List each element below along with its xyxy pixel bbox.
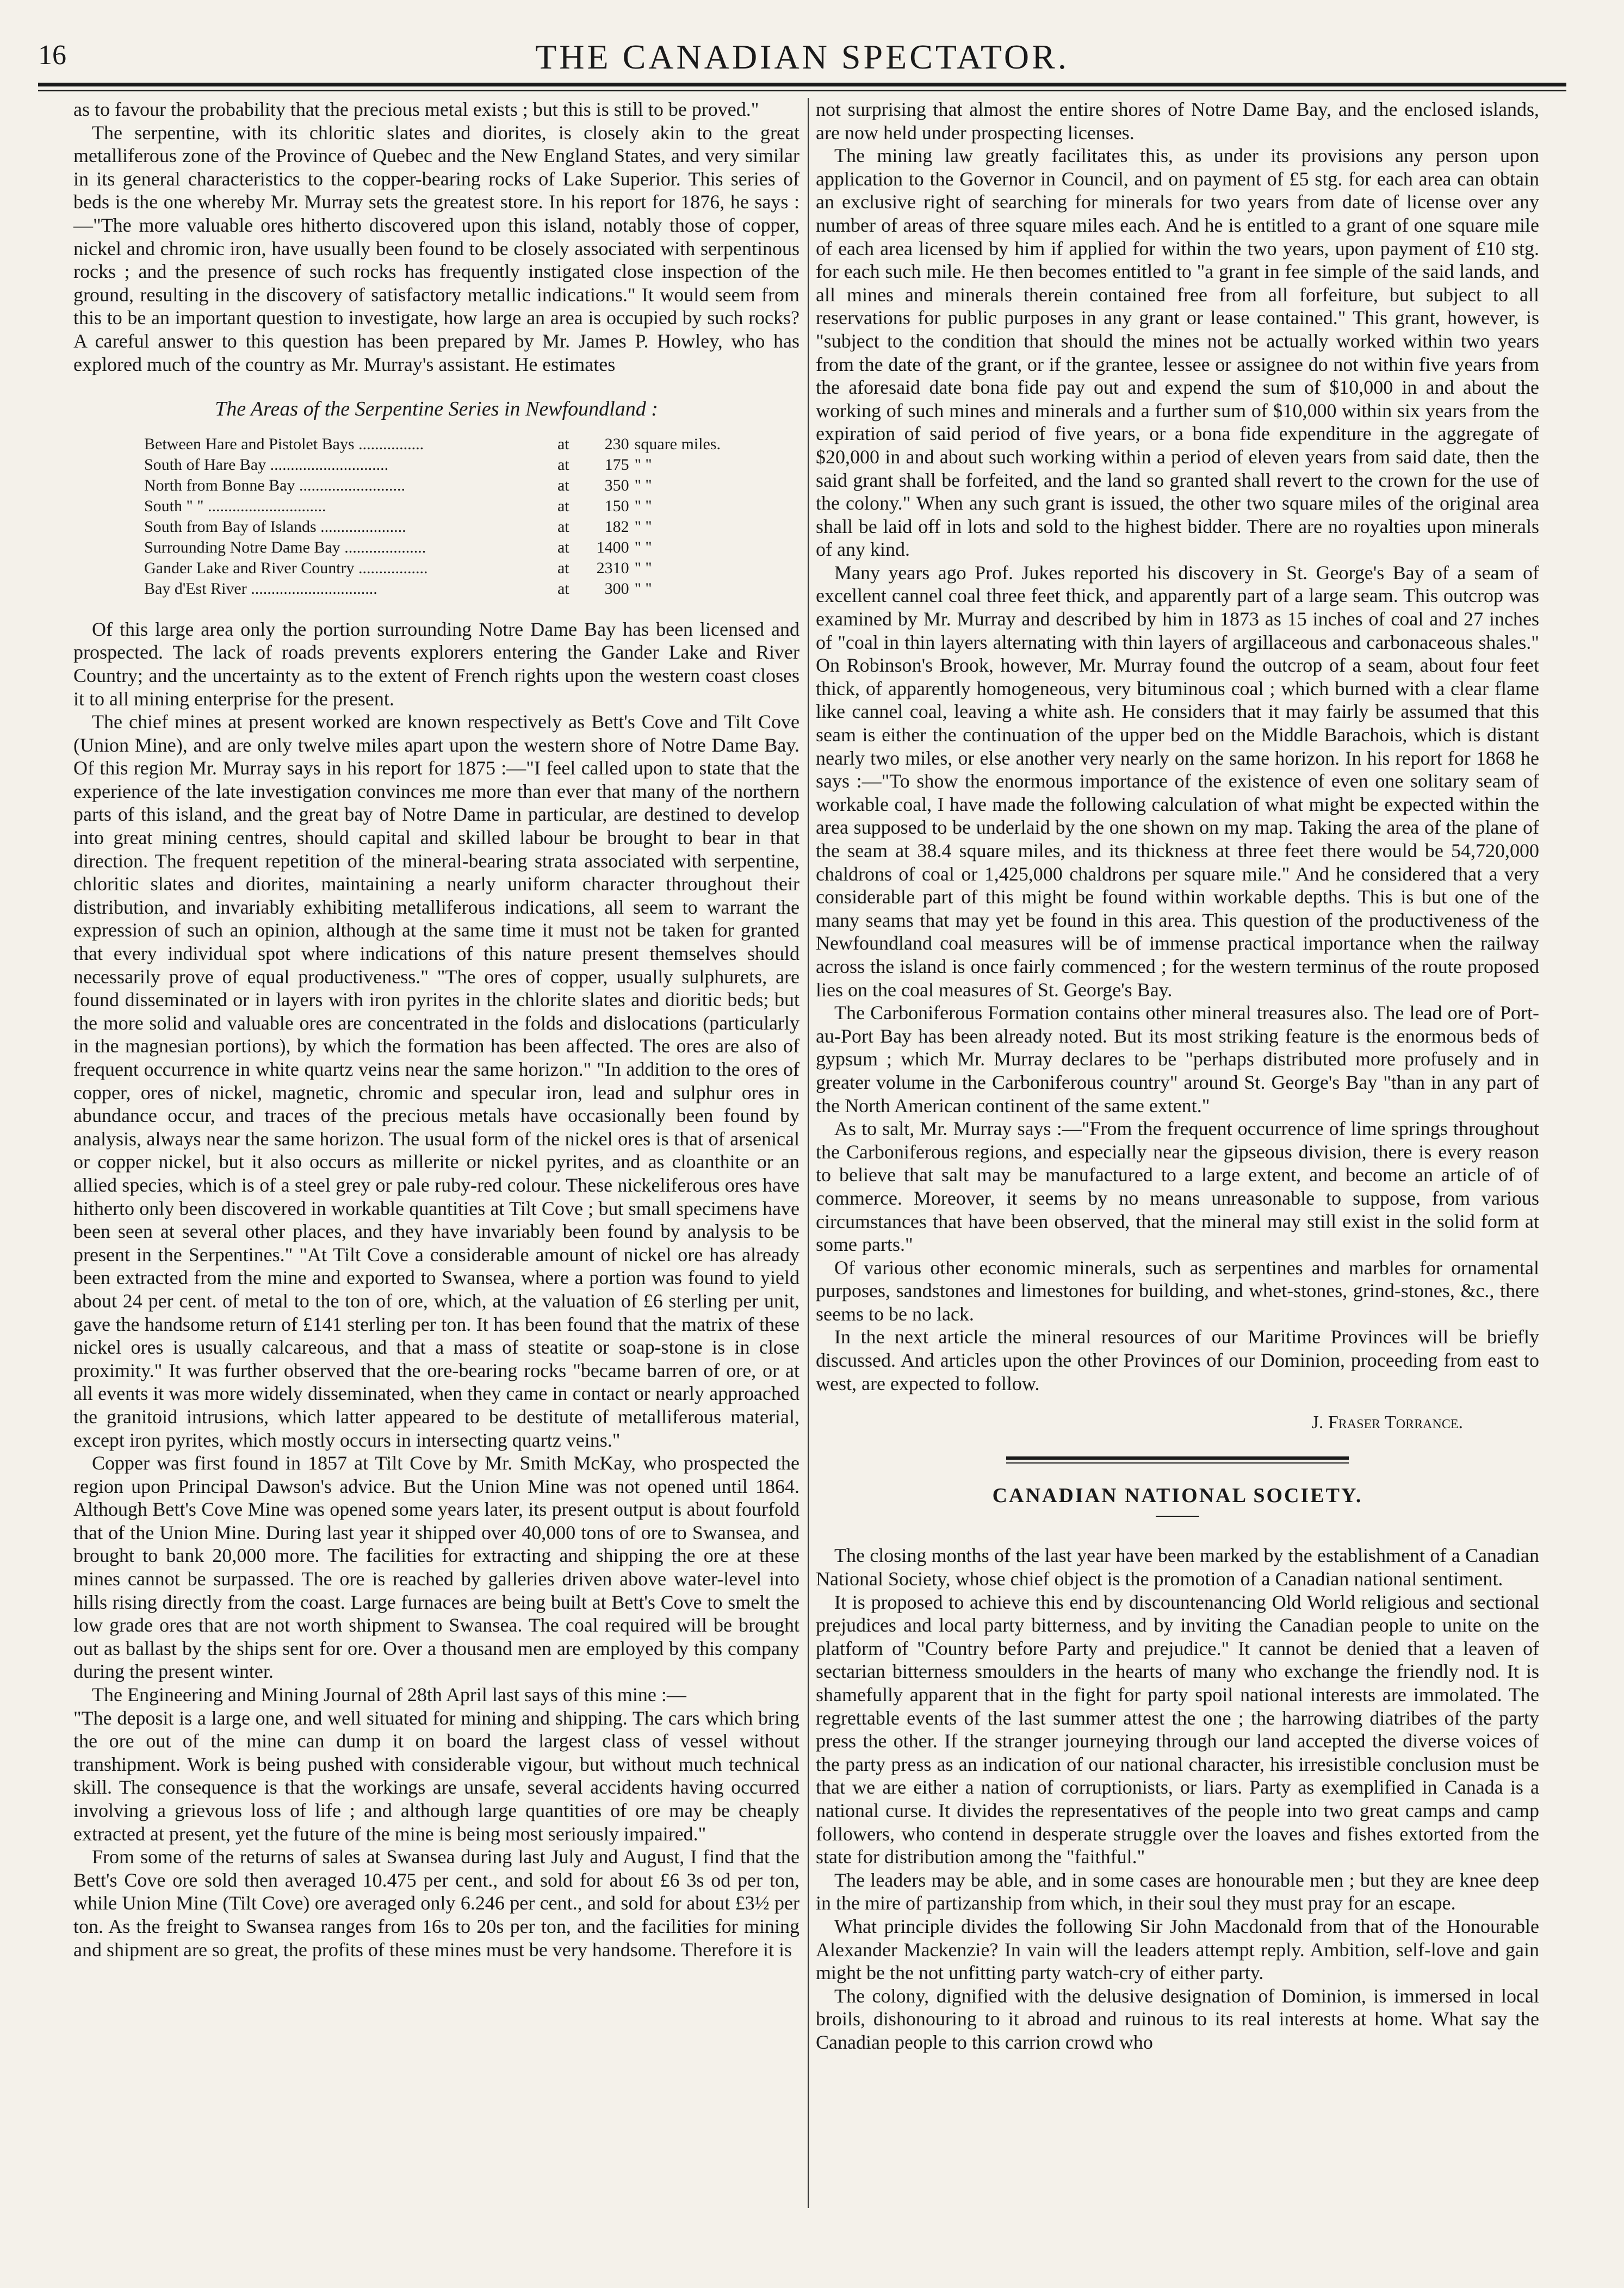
area-row bbox=[144, 475, 743, 496]
column-divider bbox=[808, 98, 809, 2208]
area-value: 1400 bbox=[596, 538, 629, 556]
author-signature: J. Fraser Torrance. bbox=[1311, 1412, 1463, 1433]
section-separator bbox=[1006, 1456, 1349, 1460]
area-place: Gander Lake and River Country ................. bbox=[144, 559, 428, 577]
paragraph: The chief mines at present worked are known respectively as Bett's Cove and Tilt Cove (Union Mine), and are only twelve miles apart upon the western shore of Notre Dame Bay. Of this region Mr. Murray says in his report for 1875 :—"I feel called upon to state that the experience of the late investigation convinces me more than ever that many of the northern parts of this island, and the great bay of Notre Dame in particular, are destined to develop into great mining centres, should capital and skilled labour be brought to bear in that direction. The frequent repetition of the mineral-bearing strata associated with serpentine, chloritic slates and diorites, maintaining a nearly uniform character throughout their distribution, and invariably exhibiting metalliferous indications, all seem to warrant the expression of such an opinion, although at the same time it must not be taken for granted that every individual spot where indications of this nature present themselves should necessarily prove of equal productiveness." "The ores of copper, usually sulphurets, are found disseminated or in layers with iron pyrites in the chlorite slates and dioritic beds; but the more solid and valuable ores are concentrated in the folds and dislocations (particularly in the magnesian portions), by which the formation has been affected. The ores are also of frequent occurrence in white quartz veins near the same horizon." "In addition to the ores of copper, ores of nickel, magnetic, chromic and specular iron, lead and sulphur ores in abundance occur, and traces of the precious metals have occasionally been found by analysis, always near the same horizon. The usual form of the nickel ores is that of arsenical or copper nickel, but it also occurs as millerite or nickel pyrites, and as cloanthite or an allied species, which is of a steel grey or pale ruby-red colour. These nickeliferous ores have hitherto only been discovered in workable quantities at Tilt Cove ; but small specimens have been seen at several other places, and they have invariably been found by analysis to be present in the Serpentines." "At Tilt Cove a considerable amount of nickel ore has already been extracted from the mine and exported to Swansea, where a portion was found to yield about 24 per cent. of metal to the ton of ore, which, at the valuation of £6 sterling per unit, gave the handsome return of £141 sterling per ton. It has been found that the matrix of these nickel ores is usually calcareous, and that a mass of steatite or soap-stone is in close proximity." It was further observed that the ore-bearing rocks "became barren of ore, or at all events it was more widely disseminated, when they came in contact or nearly approached the granitoid intrusions, which latter appeared to be destitute of metalliferous material, except iron pyrites, which mostly occurs in intersecting quartz veins." bbox=[73, 711, 799, 1451]
paragraph: The serpentine, with its chloritic slates and diorites, is closely akin to the great metalliferous zone of the Province of Quebec and the New England States, and very similar in its general characteristics to the copper-bearing rocks of Lake Superior. This series of beds is the one whereby Mr. Murray sets the greatest store. In his report for 1876, he says :—"The more valuable ores hitherto discovered upon this island, notably those of copper, nickel and chromic iron, have usually been found to be closely associated with serpentinous rocks ; and the presence of such rocks has frequently instigated close inspection of the ground, resulting in the discovery of satisfactory metallic indications." It would seem from this to be an important question to investigate, how large an area is occupied by such rocks? A careful answer to this question has been prepared by Mr. James P. Howley, who has explored much of the country as Mr. Murray's assistant. He estimates bbox=[73, 121, 799, 375]
header-rule-thin bbox=[38, 90, 1566, 91]
section-title: CANADIAN NATIONAL SOCIETY. bbox=[992, 1484, 1363, 1507]
area-value: 182 bbox=[604, 517, 629, 536]
area-value: 230 bbox=[604, 435, 629, 453]
area-place: Bay d'Est River ............................... bbox=[144, 579, 377, 598]
paragraph: In the next article the mineral resources of our Maritime Provinces will be briefly discussed. And articles upon the other Provinces of our Dominion, proceeding from east to west, are expected to follow. bbox=[816, 1326, 1539, 1394]
area-unit: " " bbox=[634, 476, 652, 494]
paragraph: Copper was first found in 1857 at Tilt Cove by Mr. Smith McKay, who prospected the region upon Principal Dawson's advice. But the Union Mine was not opened until 1864. Although Bett's Cove Mine was opened some years later, its present output is about fourfold that of the Union Mine. During last year it shipped over 40,000 tons of ore to Swansea, and brought to bank 20,000 more. The facilities for extracting and shipping the ore at these mines cannot be surpassed. The ore is reached by galleries driven above water-level into hills rising directly from the coast. Large furnaces are being built at Bett's Cove to smelt the low grade ores that are not worth shipment to Swansea. The coal required will be brought out as ballast by the ships sent for ore. Over a thousand men are employed by this company during the present winter. bbox=[73, 1452, 799, 1683]
area-row bbox=[144, 434, 743, 455]
paragraph: The Engineering and Mining Journal of 28th April last says of this mine :— bbox=[92, 1684, 686, 1706]
area-unit: " " bbox=[634, 538, 652, 556]
area-at: at bbox=[557, 559, 569, 577]
area-unit: " " bbox=[634, 497, 652, 515]
paragraph: As to salt, Mr. Murray says :—"From the frequent occurrence of lime springs throughout the Carboniferous regions, and especially near the gipseous division, there is every reason to believe that salt may be manufactured to a large extent, and become an article of of commerce. Moreover, it seems by no means unreasonable to suppose, from various circumstances that have been observed, that the mineral may still exist in the solid form at some parts." bbox=[816, 1118, 1539, 1256]
paragraph: not surprising that almost the entire shores of Notre Dame Bay, and the enclosed islands, are now held under prospecting licenses. bbox=[816, 98, 1539, 144]
page-header bbox=[38, 32, 1566, 80]
area-place: Surrounding Notre Dame Bay .................... bbox=[144, 538, 426, 556]
right-column bbox=[816, 98, 1539, 2054]
area-at: at bbox=[557, 517, 569, 536]
section-separator-thin bbox=[1006, 1462, 1349, 1464]
area-row bbox=[144, 517, 743, 537]
area-unit: " " bbox=[634, 517, 652, 536]
area-unit: square miles. bbox=[634, 435, 721, 453]
area-unit: " " bbox=[634, 455, 652, 474]
paragraph: The leaders may be able, and in some cases are honourable men ; but they are knee deep in the mire of partizanship from which, in their soul they must pray for an escape. bbox=[816, 1869, 1539, 1914]
area-value: 2310 bbox=[596, 559, 629, 577]
paragraph: The Carboniferous Formation contains other mineral treasures also. The lead ore of Port-au-Port Bay has been already noted. But its most striking feature is the enormous beds of gypsum ; which Mr. Murray declares to be "perhaps distributed more profusely and in greater volume in the Carboniferous country" around St. George's Bay "than in any part of the North American continent of the same extent." bbox=[816, 1002, 1539, 1117]
paragraph: From some of the returns of sales at Swansea during last July and August, I find that the Bett's Cove ore sold then averaged 10.475 per cent., and sold for about £6 3s od per ton, while Union Mine (Tilt Cove) ore averaged only 6.246 per cent., and sold for about £3½ per ton. As the freight to Swansea ranges from 16s to 20s per ton, and the facilities for mining and shipment are so great, the profits of these mines must be very handsome. Therefore it is bbox=[73, 1846, 799, 1961]
paragraph: "The deposit is a large one, and well situated for mining and shipping. The cars which bring the ore out of the mine can dump it on board the largest class of vessel without transhipment. Work is being pushed with considerable vigour, but without much technical skill. The consequence is that the workings are unsafe, several accidents having occurred involving a grievous loss of life ; and although large quantities of ore may be cheaply extracted at present, yet the future of the mine is being most seriously impaired." bbox=[73, 1707, 799, 1845]
masthead: THE CANADIAN SPECTATOR. bbox=[535, 38, 1069, 76]
paragraph: What principle divides the following Sir John Macdonald from that of the Honourable Alexander Mackenzie? In vain will the leaders attempt reply. Ambition, self-love and gain might be the not unfitting party watch-cry of either party. bbox=[816, 1915, 1539, 1984]
areas-table bbox=[144, 434, 743, 599]
area-row bbox=[144, 558, 743, 579]
left-column bbox=[73, 98, 799, 1961]
table-title: The Areas of the Serpentine Series in Newfoundland : bbox=[215, 398, 658, 421]
paragraph: The colony, dignified with the delusive designation of Dominion, is immersed in local broils, dishonouring to it abroad and ruinous to its real interests at home. What say the Canadian people to this carrion crowd who bbox=[816, 1985, 1539, 2053]
area-at: at bbox=[557, 476, 569, 494]
paragraph: Of this large area only the portion surrounding Notre Dame Bay has been licensed and prospected. The lack of roads prevents explorers entering the Gander Lake and River Country; and the uncertainty as to the extent of French rights upon the western coast closes it to all mining enterprise for the present. bbox=[73, 618, 799, 710]
area-place: South of Hare Bay ............................. bbox=[144, 455, 389, 474]
paragraph: The closing months of the last year have been marked by the establishment of a Canadian National Society, whose chief object is the promotion of a Canadian national sentiment. bbox=[816, 1545, 1539, 1590]
area-place: South from Bay of Islands ..................... bbox=[144, 517, 406, 536]
area-value: 175 bbox=[604, 455, 629, 474]
area-row bbox=[144, 455, 743, 475]
area-value: 300 bbox=[604, 579, 629, 598]
area-place: Between Hare and Pistolet Bays ................ bbox=[144, 435, 424, 453]
area-row bbox=[144, 537, 743, 558]
area-row bbox=[144, 496, 743, 517]
area-unit: " " bbox=[634, 559, 652, 577]
paragraph: Of various other economic minerals, such as serpentines and marbles for ornamental purposes, sandstones and limestones for building, and whet-stones, grind-stones, &c., there seems to be no lack. bbox=[816, 1256, 1539, 1325]
area-place: South " " ............................. bbox=[144, 497, 326, 515]
page-number: 16 bbox=[38, 40, 66, 71]
paragraph: The mining law greatly facilitates this, as under its provisions any person upon application to the Governor in Council, and on payment of £5 stg. for each area can obtain an exclusive right of searching for minerals for two years from date of license over any number of areas of three square miles each. And he is entitled to a grant of one square mile of each area licensed by him if applied for within the two years, upon payment of £10 stg. for each such mile. He then becomes entitled to "a grant in fee simple of the said lands, and all mines and minerals therein contained free from all forfeiture, but subject to all reservations for public purposes in any grant or lease contained." This grant, however, is "subject to the condition that should the mines not be actually worked within two years from the date of the grant, or if the grantee, lessee or assignee do not within five years from the aforesaid date bona fide pay out and expend the sum of $10,000 in and about the working of such mines and minerals and a further sum of $10,000 within six years from the expiration of said period of five years, or a bona fide expenditure in the aggregate of $20,000 in and about such working within a period of eleven years from said date, then the said grant shall be forfeited, and the land so granted shall revert to the crown for the use of the colony." When any such grant is issued, the other two square miles of the original area shall be laid off in lots and sold to the highest bidder. There are no royalties upon minerals of any kind. bbox=[816, 145, 1539, 561]
area-unit: " " bbox=[634, 579, 652, 598]
area-at: at bbox=[557, 538, 569, 556]
area-at: at bbox=[557, 455, 569, 474]
area-value: 350 bbox=[604, 476, 629, 494]
area-row bbox=[144, 579, 743, 599]
area-value: 150 bbox=[604, 497, 629, 515]
paragraph: Many years ago Prof. Jukes reported his discovery in St. George's Bay of a seam of excellent cannel coal three feet thick, and apparently part of a large seam. This outcrop was examined by Mr. Murray and described by him in 1873 as 15 inches of coal and 27 inches of "coal in thin layers alternating with thin layers of argillaceous and carbonaceous shales." On Robinson's Brook, however, Mr. Murray found the outcrop of a seam, about four feet thick, of apparently homogeneous, very bituminous coal ; which burned with a clear flame like cannel coal, leaving a white ash. He considers that it may fairly be assumed that this seam is either the continuation of the upper bed on the Middle Barachois, which is distant nearly two miles, or else another very nearly on the same horizon. In his report for 1868 he says :—"To show the enormous importance of the existence of even one solitary seam of workable coal, I have made the following calculation of what might be expected within the area supposed to be underlaid by the one shown on my map. Taking the area of the plane of the seam at 38.4 square miles, and its thickness at three feet there would be 54,720,000 chaldrons of coal or 1,425,000 chaldrons per square mile." And he considered that a very considerable part of this might be found within workable depths. This is but one of the many seams that may yet be found in this area. This question of the productiveness of the Newfoundland coal measures will be of immense practical importance when the railway across the island is once fairly commenced ; for the western terminus of the route proposed lies on the coal measures of St. George's Bay. bbox=[816, 561, 1539, 1001]
header-rule-thick bbox=[38, 83, 1566, 86]
paragraph: It is proposed to achieve this end by discountenancing Old World religious and sectional prejudices and local party bitterness, and by inviting the Canadian people to unite on the platform of "Country before Party and prejudice." It cannot be denied that a leaven of sectarian bitterness smoulders in the hearts of many who exchange the friendly nod. It is shamefully apparent that in the fight for party spoil national interests are immolated. The regrettable events of the last summer attest the one ; the harrowing diatribes of the party press the other. If the stranger journeying through our land accepted the diverse voices of the party press as an indication of our national character, his irresistible conclusion must be that we are either a nation of corruptionists, or liars. Party as exemplified in Canada is a national curse. It divides the representatives of the people into two great camps and camp followers, who contend in desperate struggle over the loaves and fishes extorted from the state for distribution among the "faithful." bbox=[816, 1591, 1539, 1868]
area-place: North from Bonne Bay .......................... bbox=[144, 476, 405, 494]
area-at: at bbox=[557, 497, 569, 515]
area-at: at bbox=[557, 435, 569, 453]
area-at: at bbox=[557, 579, 569, 598]
title-rule bbox=[1156, 1516, 1199, 1517]
paragraph: as to favour the probability that the precious metal exists ; but this is still to be proved." bbox=[73, 98, 759, 120]
